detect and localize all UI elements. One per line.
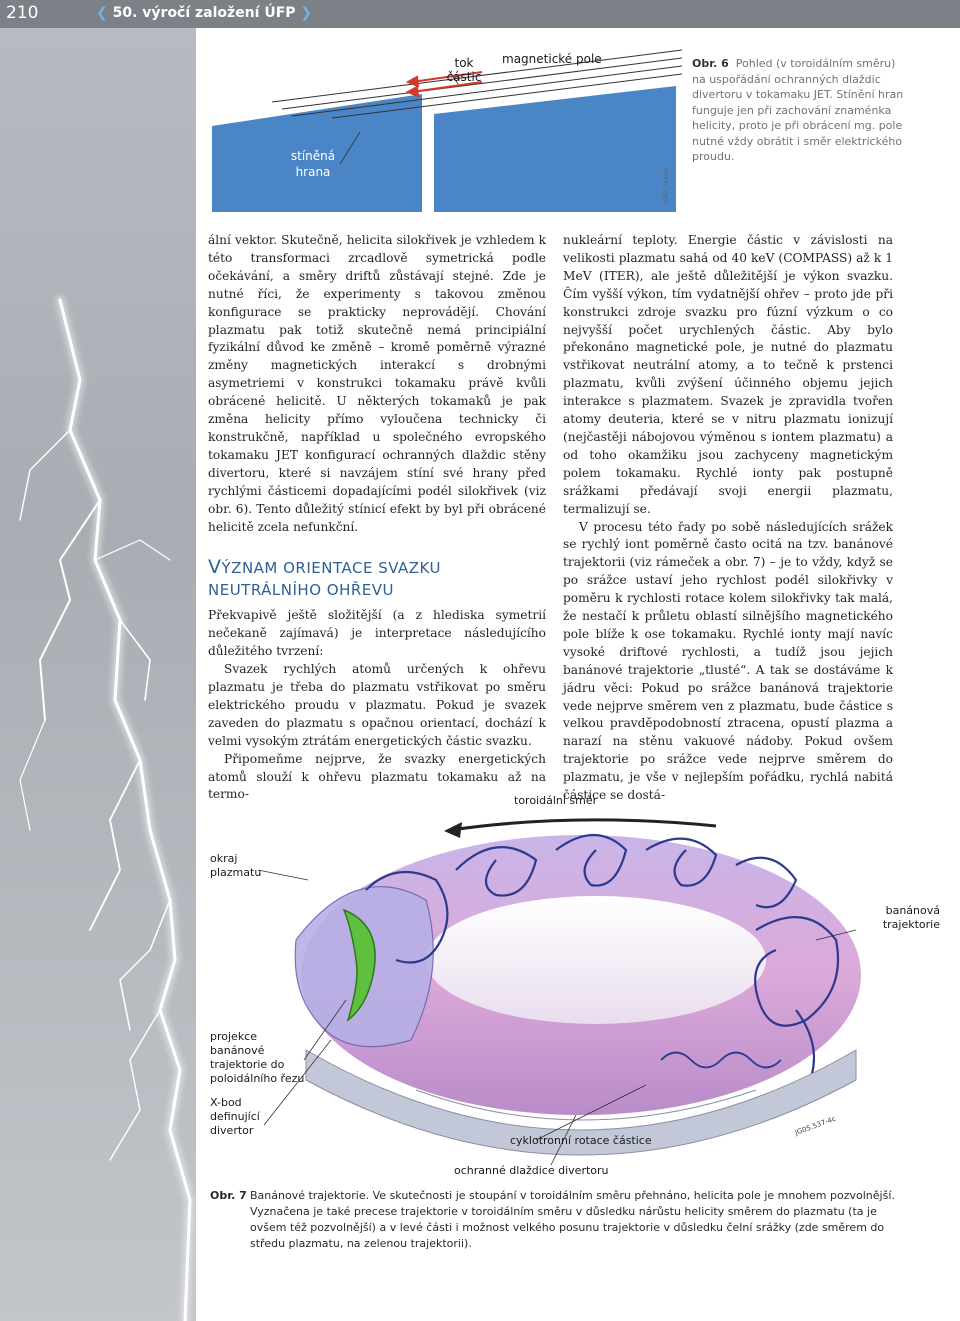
section-heading — [208, 556, 546, 601]
figure-6-caption — [692, 56, 904, 165]
banana-trajectory-diagram — [196, 790, 960, 1185]
left-paragraph-1: ální vektor. Skutečně, helicita silokřivek je vzhledem k této transformaci zrcadlově symetrická podle očekávání, a směry driftů zůstávají stejné. Zde je nutné říci, že experimenty s takovou změnou konfigurace se prakticky neprovádějí. Chování plazmatu pak totiž skutečně nemá principiální fyzikální důvod ke změně – kromě poměrně výrazné změny magnetických interakcí s drobnými asymetriemi v konstrukci tokamaku právě kvůli obrácené helicitě. U některých tokamaků je pak změna helicity přímo vyloučena technicky či konstrukčně, například u společného evropského tokamaku JET konfigurací ochranných dlaždic stěny divertoru, které si navzájem stíní své hrany před rychlými částicemi dopadajícími podél silokřivek (viz obr. 6). Tento důležitý stínicí efekt by byl při obrácené helicitě zcela nefunkční. — [208, 233, 546, 534]
toroidal-direction-arrow — [451, 820, 716, 830]
heading-line-1: ÝZNAM ORIENTACE SVAZKU — [221, 559, 441, 578]
sidebar-lightning-image — [0, 0, 196, 1321]
figure-6-caption-text: Pohled (v toroidálním směru) na uspořádání ochranných dlaždic divertoru v tokamaku JET. Stínění hran funguje jen při zachování znaménka helicity, proto je při obrácení mg. pole nutné vždy obrátit i směr elektrického proudu. — [692, 57, 904, 163]
right-paragraph-1: nukleární teploty. Energie částic v závislosti na velikosti plazmatu sahá od 40 keV (COMPASS) až k 1 MeV (ITER), ale ještě důležitější je výkon svazku. Čím vyšší výkon, tím vydatnější ohřev – proto jde při konstrukci zdroje svazku pro fúzní výzkum o co nejvyšší počet urychlených částic. Aby bylo překonáno magnetické pole, je nutné do plazmatu vstřikovat neutrální atomy, a to tečně k prstenci plazmatu, kvůli zvýšení účinného objemu jejich interakce s plazmatem. Svazek je zpravidla tvořen atomy deuteria, které se v nitru plazmatu ionizují (nejčastěji nábojovou výměnou s iontem plazmatu) a od toho okamžiku jsou zachyceny magnetickým polem tokamaku. Rychlé ionty pak postupně srážkami předávají svoji energii plazmatu, termalizují se. — [563, 233, 893, 516]
text-column-right — [563, 232, 893, 805]
heading-line-2: NEUTRÁLNÍHO OHŘEVU — [208, 581, 394, 600]
label-shaded-edge: stíněná hrana — [290, 149, 336, 179]
header-bar — [0, 0, 960, 28]
label-magnetic-field: magnetické pole — [502, 52, 602, 66]
fig6-code: JG97.344/4c — [663, 167, 670, 204]
label-x-point: X-bod definující divertor — [210, 1096, 260, 1137]
label-plasma-edge: okraj plazmatu — [210, 852, 262, 879]
page-number: 210 — [6, 3, 39, 23]
left-paragraph-3: Svazek rychlých atomů určených k ohřevu plazmatu je třeba do plazmatu vstřikovat po směru elektrického proudu v plazmatu. Pokud je svazek zaveden do plazmatu s opačnou orientací, dochází k velmi vysokým ztrátám energetických částic svazku. — [208, 662, 546, 748]
text-column-left — [208, 232, 546, 804]
chevron-left-icon: ❮ — [96, 5, 108, 21]
fig7-code: JG05.537-4c — [793, 1114, 837, 1137]
left-paragraph-2: Překvapivě ještě složitější (a z hlediska symetrií nečekaně zajímavá) je interpretace následujícího důležitého tvrzení: — [208, 608, 546, 659]
figure-7-caption-text: Banánové trajektorie. Ve skutečnosti je stoupání v toroidálním směru přehnáno, helicita pole je mnohem pozvolnější. Vyznačena je také precese trajektorie v toroidálním směru v důsledku nárůstu helicity směrem do plazmatu (ta je ovšem též pozvolnější) a v levé části i možnost velkého posunu trajektorie v důsledku čelní srážky (zde směrem do středu plazmatu, na zelenou trajektorii). — [250, 1189, 895, 1250]
journal-title — [96, 5, 312, 21]
figure-7-caption — [210, 1188, 900, 1252]
figure-7 — [196, 790, 960, 1185]
label-toroidal-direction: toroidální směr — [514, 794, 598, 807]
heading-initial: V — [208, 556, 222, 579]
label-projection: projekce banánové trajektorie do poloidálního řezu — [210, 1030, 305, 1085]
chevron-right-icon: ❯ — [300, 5, 313, 21]
left-paragraph-4: Připomeňme nejprve, že svazky energetických atomů slouží k ohřevu plazmatu tokamaku až na termo- — [208, 751, 546, 802]
label-divertor-tiles: ochranné dlaždice divertoru — [454, 1164, 609, 1177]
label-banana-trajectory: banánová trajektorie — [882, 904, 940, 931]
lightning-illustration — [0, 0, 196, 1321]
figure-7-number: Obr. 7 — [210, 1189, 247, 1202]
figure-6 — [212, 44, 684, 212]
label-particle-flow: tok částic — [446, 56, 482, 84]
label-cyclotron: cyklotronní rotace částice — [510, 1134, 652, 1147]
journal-title-text: 50. výročí založení ÚFP — [112, 5, 296, 21]
figure-6-number: Obr. 6 — [692, 57, 729, 70]
right-paragraph-2: V procesu této řady po sobě následujících srážek se rychlý iont poměrně často ocitá na tzv. banánové trajektorii (viz rámeček a obr. 7) – je to vždy, když se po srážce ustaví jeho rychlost podél silokřivky v poměru k rychlosti rotace kolem silokřivky tak malá, že nestačí k průletu oblastí silnějšího magnetického pole blíže k ose tokamaku. Rychlé ionty mají navíc vysoké driftové rychlosti, a tudíž jsou jejich banánové trajektorie „tlusté“. A tak se dostáváme k jádru věci: Pokud po srážce banánová trajektorie vede nejprve směrem ven z plazmatu, bude částice s velkou pravděpodobností ztracena, opustí plazma a narazí na stěnu vakuové nádoby. Pokud ovšem trajektorie po srážce vede nejprve směrem do plazmatu, je vše v nejlepším pořádku, rychlá nabitá částice se dostá- — [563, 519, 893, 803]
